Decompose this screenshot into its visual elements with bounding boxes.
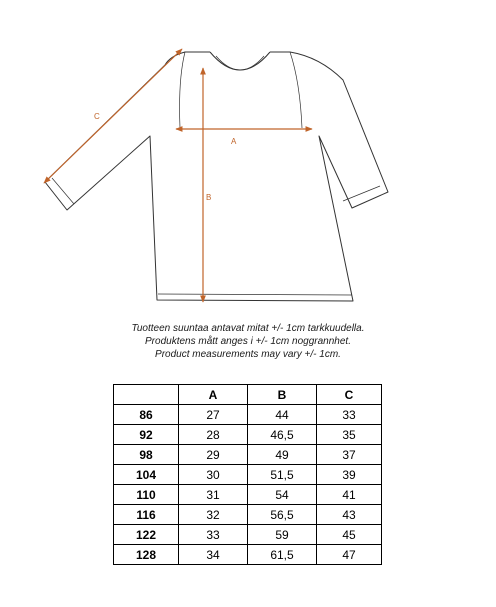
b-cell: 49	[248, 445, 317, 465]
note-finnish: Tuotteen suuntaa antavat mitat +/- 1cm tarkkuudella.	[131, 323, 365, 334]
header-b: B	[248, 385, 317, 405]
table-row	[114, 505, 382, 525]
table-header-row	[114, 385, 382, 405]
size-cell: 92	[114, 425, 179, 445]
size-cell: 104	[114, 465, 179, 485]
table-body	[114, 405, 382, 565]
measure-c-label: C	[94, 112, 100, 121]
measurement-notes	[0, 322, 496, 361]
shirt-body-outline	[45, 52, 388, 301]
header-a: A	[179, 385, 248, 405]
c-cell: 35	[317, 425, 382, 445]
a-cell: 28	[179, 425, 248, 445]
size-cell: 122	[114, 525, 179, 545]
c-cell: 37	[317, 445, 382, 465]
a-cell: 33	[179, 525, 248, 545]
hem-seam	[158, 294, 352, 295]
table-row	[114, 545, 382, 565]
c-cell: 33	[317, 405, 382, 425]
shirt-neckline-rib	[216, 56, 264, 70]
table-row	[114, 525, 382, 545]
size-table	[113, 384, 382, 565]
b-cell: 54	[248, 485, 317, 505]
table-row	[114, 405, 382, 425]
note-swedish: Produktens mått anges i +/- 1cm noggrannhet.	[145, 336, 351, 347]
size-cell: 98	[114, 445, 179, 465]
header-c: C	[317, 385, 382, 405]
shirt-neckline	[210, 52, 270, 70]
b-cell: 61,5	[248, 545, 317, 565]
c-cell: 43	[317, 505, 382, 525]
left-shoulder-seam	[180, 52, 185, 128]
shirt-outline	[45, 52, 388, 301]
measure-b-label: B	[206, 193, 212, 202]
c-cell: 41	[317, 485, 382, 505]
left-cuff-seam	[52, 178, 74, 204]
size-cell: 116	[114, 505, 179, 525]
b-cell: 44	[248, 405, 317, 425]
a-cell: 30	[179, 465, 248, 485]
table-row	[114, 445, 382, 465]
a-cell: 29	[179, 445, 248, 465]
b-cell: 56,5	[248, 505, 317, 525]
size-cell: 86	[114, 405, 179, 425]
measure-c-line	[44, 49, 182, 183]
c-cell: 45	[317, 525, 382, 545]
a-cell: 31	[179, 485, 248, 505]
c-cell: 39	[317, 465, 382, 485]
note-english: Product measurements may vary +/- 1cm.	[155, 349, 341, 360]
b-cell: 46,5	[248, 425, 317, 445]
b-cell: 51,5	[248, 465, 317, 485]
size-cell: 110	[114, 485, 179, 505]
table-row	[114, 485, 382, 505]
c-cell: 47	[317, 545, 382, 565]
a-cell: 27	[179, 405, 248, 425]
header-size	[114, 385, 179, 405]
a-cell: 34	[179, 545, 248, 565]
measure-a-label: A	[231, 137, 237, 146]
right-shoulder-seam	[290, 52, 302, 128]
table-row	[114, 425, 382, 445]
b-cell: 59	[248, 525, 317, 545]
table-row	[114, 465, 382, 485]
right-cuff-seam	[343, 186, 380, 201]
a-cell: 32	[179, 505, 248, 525]
measurement-lines	[44, 49, 312, 302]
size-cell: 128	[114, 545, 179, 565]
